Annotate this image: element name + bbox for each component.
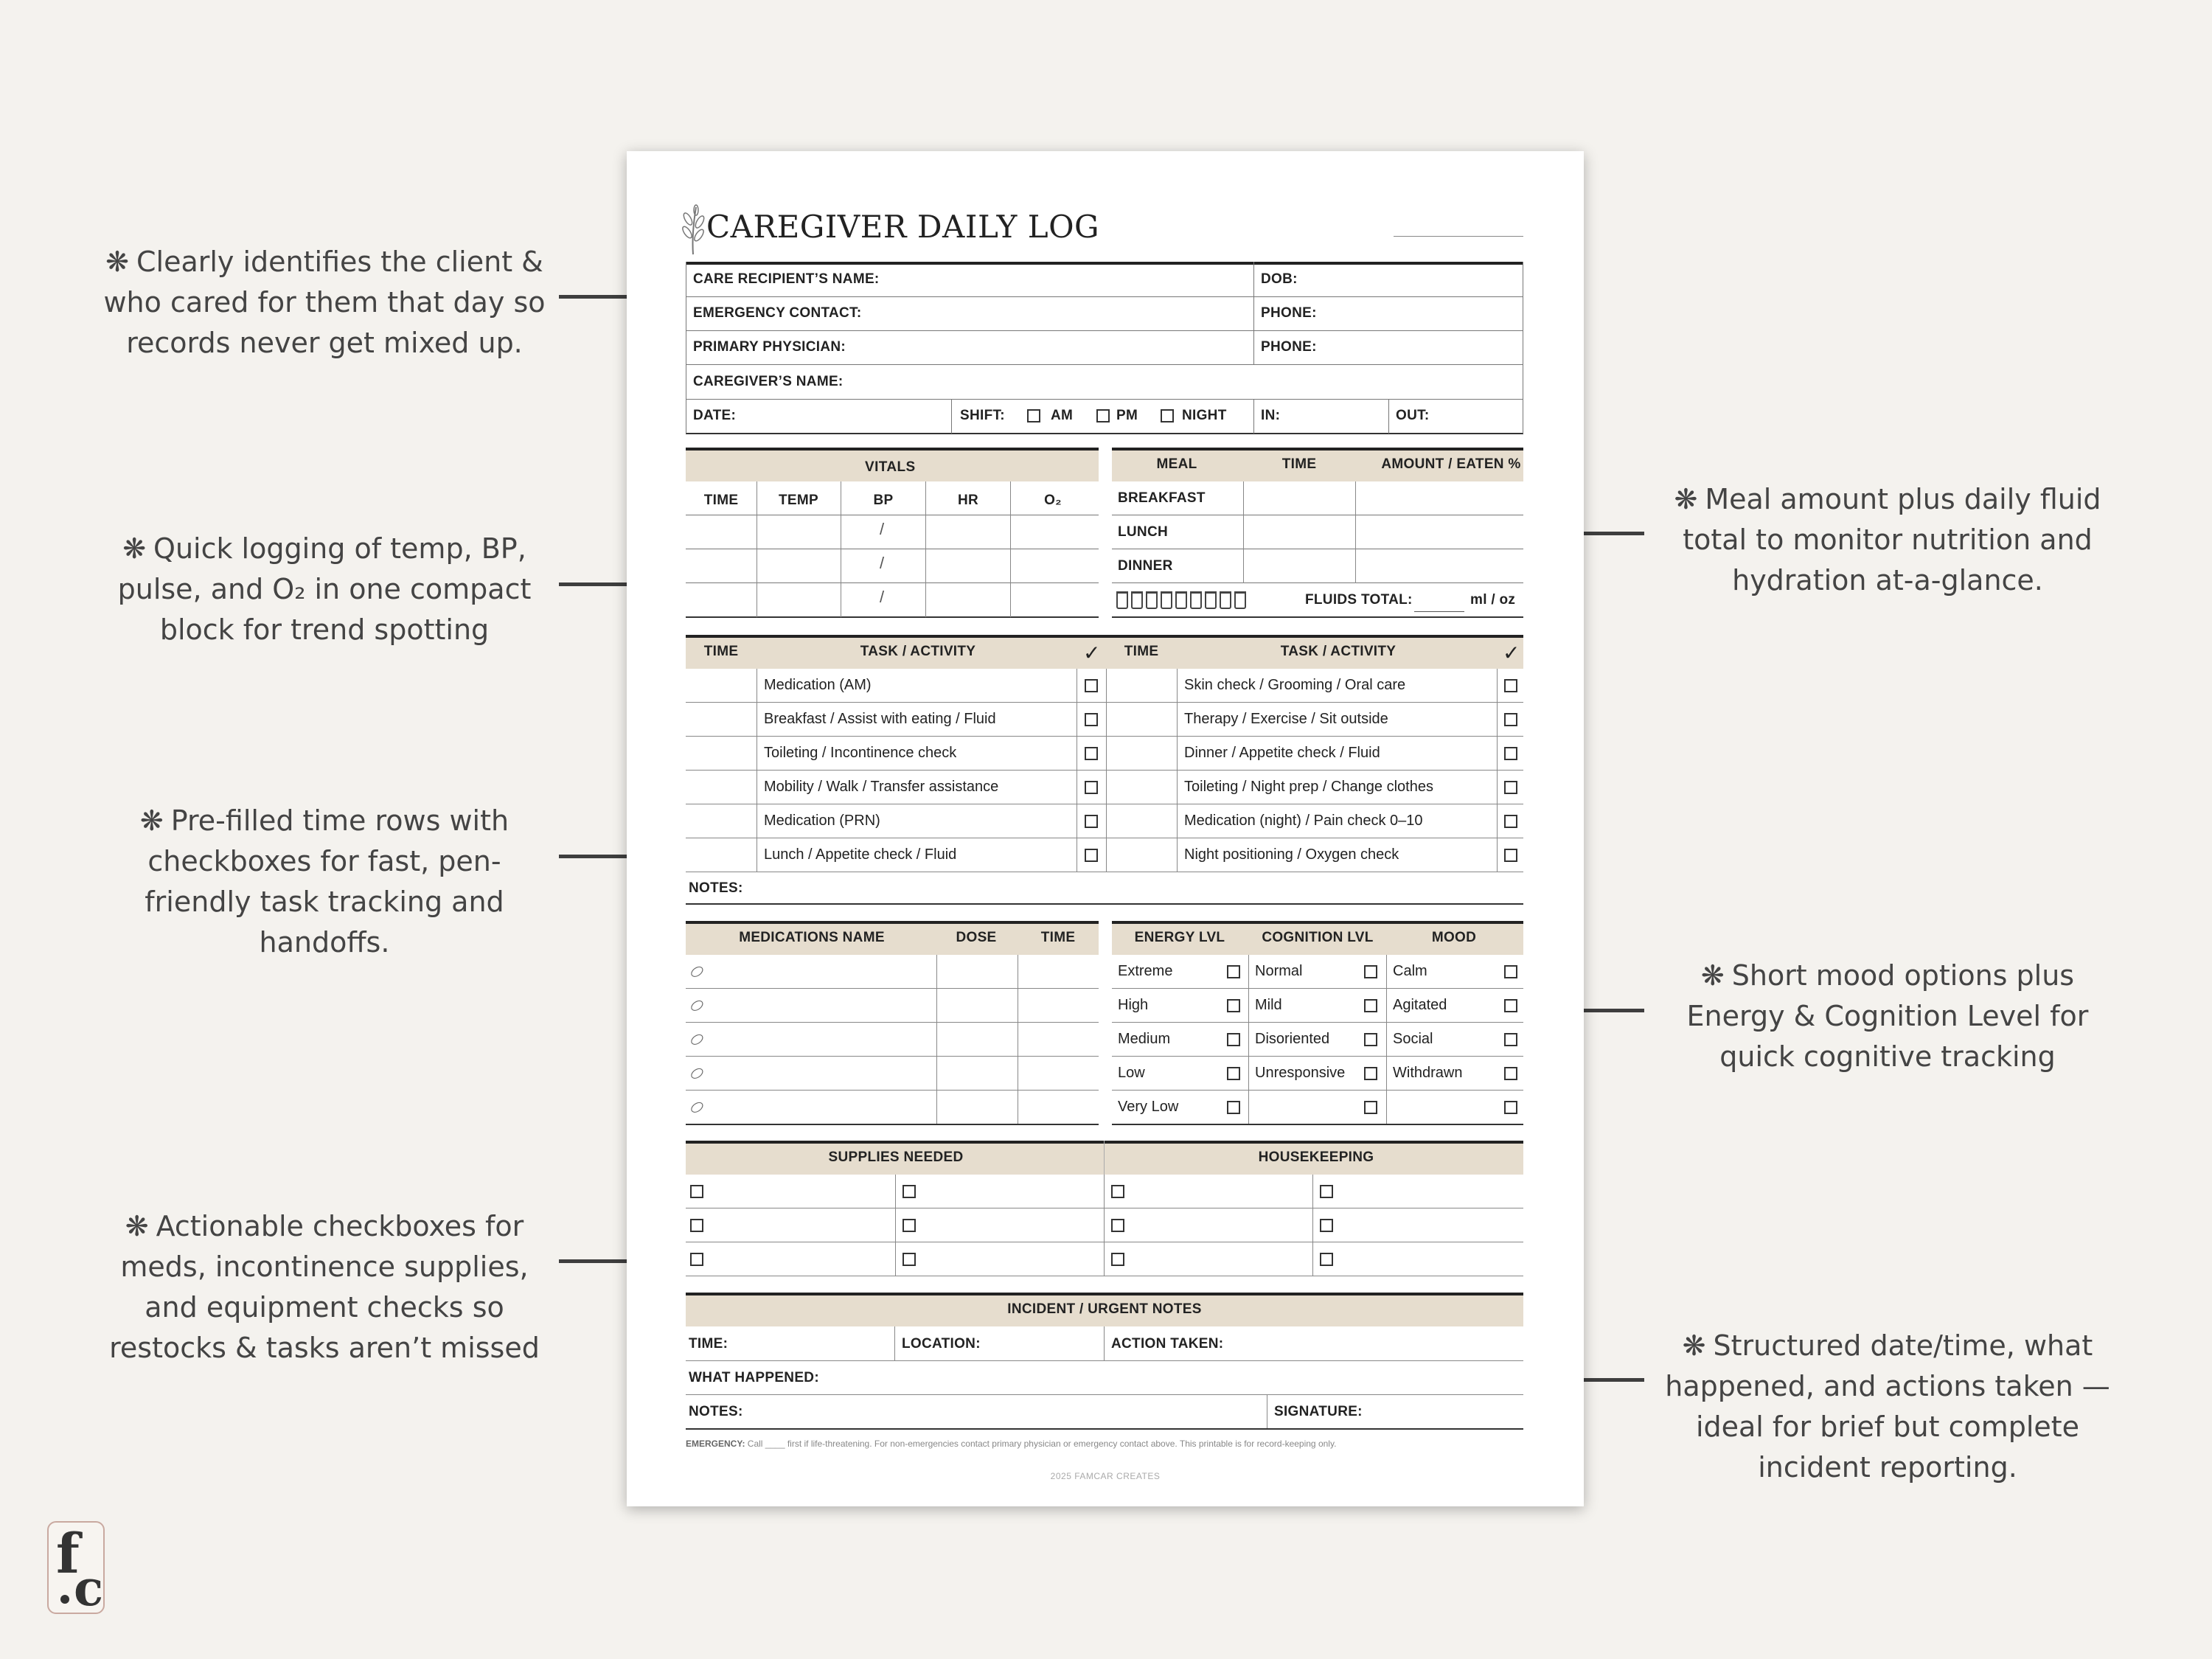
leaf-sprig-icon [678, 204, 708, 256]
task-checkbox[interactable] [1085, 713, 1098, 726]
energy-checkbox[interactable] [1227, 1067, 1240, 1080]
task-checkbox[interactable] [1504, 747, 1517, 760]
log-title: CAREGIVER DAILY LOG [706, 209, 1100, 245]
label-emergency-contact: EMERGENCY CONTACT: [693, 305, 862, 321]
mood-checkbox[interactable] [1504, 1101, 1517, 1114]
pill-icon: ⬭ [686, 1095, 708, 1119]
task-left-5: Medication (PRN) [764, 813, 880, 829]
task-right-4: Toileting / Night prep / Change clothes [1184, 779, 1433, 795]
supply-checkbox[interactable] [902, 1185, 916, 1198]
logo-letter-c: c [74, 1559, 104, 1617]
label-pm: PM [1116, 408, 1138, 423]
brand-logo [47, 1521, 105, 1617]
callout-mood: ❋ Short mood options plus Energy & Cognition Level for quick cognitive tracking [1686, 959, 2089, 1073]
housekeeping-checkbox[interactable] [1111, 1219, 1124, 1232]
task-checkbox[interactable] [1504, 815, 1517, 828]
task-right-1: Skin check / Grooming / Oral care [1184, 677, 1406, 693]
task-checkbox[interactable] [1504, 781, 1517, 794]
shift-pm-checkbox[interactable] [1096, 409, 1110, 422]
energy-checkbox[interactable] [1227, 1101, 1240, 1114]
meds-col-time: TIME [1040, 930, 1076, 945]
water-cup-icon[interactable] [1116, 591, 1128, 609]
water-cup-icon[interactable] [1190, 591, 1202, 609]
meals-col-meal: MEAL [1156, 456, 1197, 472]
cognition-disoriented: Disoriented [1255, 1031, 1330, 1047]
supply-checkbox[interactable] [902, 1253, 916, 1266]
cognition-checkbox[interactable] [1364, 965, 1377, 978]
mood-withdrawn: Withdrawn [1393, 1065, 1463, 1081]
tasks-notes-label: NOTES: [689, 880, 743, 896]
fluids-unit: ml / oz [1470, 592, 1516, 608]
cognition-mild: Mild [1255, 997, 1282, 1013]
mood-calm: Calm [1393, 963, 1427, 979]
task-checkbox[interactable] [1085, 849, 1098, 862]
incident-action-label: ACTION TAKEN: [1111, 1336, 1224, 1352]
label-caregiver-name: CAREGIVER’S NAME: [693, 374, 844, 389]
cognition-checkbox[interactable] [1364, 999, 1377, 1012]
mood-checkbox[interactable] [1504, 965, 1517, 978]
mood-checkbox[interactable] [1504, 1067, 1517, 1080]
incident-signature-label: SIGNATURE: [1274, 1404, 1363, 1419]
tasks-col-time-right: TIME [1124, 644, 1159, 659]
label-am: AM [1051, 408, 1074, 423]
supplies-title: SUPPLIES NEEDED [828, 1150, 964, 1165]
fluids-total-field[interactable] [1414, 611, 1464, 612]
emergency-label: EMERGENCY: [686, 1439, 745, 1449]
task-checkbox[interactable] [1085, 747, 1098, 760]
pill-icon: ⬭ [686, 959, 708, 984]
mood-checkbox[interactable] [1504, 999, 1517, 1012]
housekeeping-checkbox[interactable] [1320, 1219, 1333, 1232]
energy-medium: Medium [1118, 1031, 1171, 1047]
meds-col-name: MEDICATIONS NAME [739, 930, 885, 945]
status-col-energy: ENERGY LVL [1134, 930, 1225, 945]
meal-breakfast: BREAKFAST [1118, 490, 1206, 506]
callout-meals: ❋ Meal amount plus daily fluid total to monitor nutrition and hydration at-a-glance. [1674, 483, 2101, 597]
daily-log-sheet [627, 151, 1584, 1506]
vitals-col-hr: HR [957, 493, 979, 508]
energy-checkbox[interactable] [1227, 965, 1240, 978]
water-cup-icon[interactable] [1234, 591, 1246, 609]
task-right-2: Therapy / Exercise / Sit outside [1184, 711, 1388, 727]
tasks-col-time-left: TIME [703, 644, 739, 659]
bp-slash: / [880, 588, 885, 606]
task-checkbox[interactable] [1085, 815, 1098, 828]
water-cup-icon[interactable] [1161, 591, 1172, 609]
task-checkbox[interactable] [1504, 679, 1517, 692]
supply-checkbox[interactable] [690, 1185, 703, 1198]
label-physician: PRIMARY PHYSICIAN: [693, 339, 846, 355]
cognition-checkbox[interactable] [1364, 1101, 1377, 1114]
water-cup-icon[interactable] [1146, 591, 1158, 609]
label-shift: SHIFT: [960, 408, 1005, 423]
vitals-col-time: TIME [703, 493, 739, 508]
bp-slash: / [880, 554, 885, 572]
label-recipient-name: CARE RECIPIENT’S NAME: [693, 271, 880, 287]
water-cup-icon[interactable] [1205, 591, 1217, 609]
water-cup-icon[interactable] [1175, 591, 1187, 609]
vitals-col-bp: BP [873, 493, 894, 508]
cognition-normal: Normal [1255, 963, 1303, 979]
incident-notes-label: NOTES: [689, 1404, 743, 1419]
housekeeping-checkbox[interactable] [1111, 1253, 1124, 1266]
mood-agitated: Agitated [1393, 997, 1447, 1013]
vitals-col-temp: TEMP [779, 493, 818, 508]
tasks-col-task-right: TASK / ACTIVITY [1280, 644, 1397, 659]
status-col-mood: MOOD [1431, 930, 1477, 945]
cognition-unresponsive: Unresponsive [1255, 1065, 1346, 1081]
vitals-col-o2: O₂ [1044, 493, 1062, 508]
task-left-2: Breakfast / Assist with eating / Fluid [764, 711, 996, 727]
label-date: DATE: [693, 408, 737, 423]
check-header-icon: ✓ [1503, 641, 1520, 664]
task-left-6: Lunch / Appetite check / Fluid [764, 846, 957, 863]
housekeeping-checkbox[interactable] [1320, 1185, 1333, 1198]
emergency-text: Call ____ first if life-threatening. For non-emergencies contact primary physician or emergency contact above. This printable is for record-keeping only. [747, 1439, 1337, 1449]
fluids-total-label: FLUIDS TOTAL: [1305, 592, 1413, 608]
housekeeping-title: HOUSEKEEPING [1258, 1150, 1374, 1165]
check-header-icon: ✓ [1083, 641, 1101, 664]
task-left-3: Toileting / Incontinence check [764, 745, 957, 761]
status-col-cognition: COGNITION LVL [1262, 930, 1374, 945]
mood-social: Social [1393, 1031, 1433, 1047]
shift-night-checkbox[interactable] [1161, 409, 1174, 422]
tasks-col-task-left: TASK / ACTIVITY [860, 644, 976, 659]
pill-icon: ⬭ [686, 1061, 708, 1085]
task-left-4: Mobility / Walk / Transfer assistance [764, 779, 999, 795]
incident-location-label: LOCATION: [902, 1336, 981, 1352]
mood-checkbox[interactable] [1504, 1033, 1517, 1046]
task-checkbox[interactable] [1504, 713, 1517, 726]
incident-title: INCIDENT / URGENT NOTES [1007, 1301, 1202, 1317]
energy-checkbox[interactable] [1227, 1033, 1240, 1046]
cognition-checkbox[interactable] [1364, 1033, 1377, 1046]
pill-icon: ⬭ [686, 993, 708, 1018]
bp-slash: / [880, 520, 885, 538]
task-checkbox[interactable] [1504, 849, 1517, 862]
label-night: NIGHT [1182, 408, 1227, 423]
callout-tasks: ❋ Pre-filled time rows with checkboxes for fast, pen-friendly task tracking and handoffs. [139, 804, 509, 959]
incident-time-label: TIME: [689, 1336, 728, 1352]
cognition-checkbox[interactable] [1364, 1067, 1377, 1080]
energy-high: High [1118, 997, 1149, 1013]
meals-col-amount: AMOUNT / EATEN % [1381, 456, 1521, 472]
meals-col-time: TIME [1281, 456, 1317, 472]
shift-am-checkbox[interactable] [1027, 409, 1040, 422]
supply-checkbox[interactable] [902, 1219, 916, 1232]
emergency-footnote [686, 1439, 1336, 1449]
supply-checkbox[interactable] [690, 1219, 703, 1232]
water-cup-icon[interactable] [1131, 591, 1143, 609]
task-checkbox[interactable] [1085, 679, 1098, 692]
energy-checkbox[interactable] [1227, 999, 1240, 1012]
callout-client: ❋ Clearly identifies the client & who cared for them that day so records never get mixed up. [103, 246, 546, 359]
label-phone-1: PHONE: [1261, 305, 1317, 321]
task-right-5: Medication (night) / Pain check 0–10 [1184, 813, 1423, 829]
task-right-3: Dinner / Appetite check / Fluid [1184, 745, 1380, 761]
housekeeping-checkbox[interactable] [1320, 1253, 1333, 1266]
label-out: OUT: [1396, 408, 1430, 423]
callout-supplies: ❋ Actionable checkboxes for meds, incontinence supplies, and equipment checks so restocks & tasks aren’t missed [109, 1210, 540, 1364]
callout-vitals: ❋ Quick logging of temp, BP, pulse, and O₂ in one compact block for trend spotting [117, 532, 532, 646]
logo-letter-f: f [56, 1523, 80, 1586]
label-dob: DOB: [1261, 271, 1298, 287]
water-cup-icon[interactable] [1220, 591, 1231, 609]
label-in: IN: [1261, 408, 1281, 423]
vitals-title: VITALS [865, 459, 916, 475]
footer-credit: 2025 FAMCAR CREATES [1050, 1471, 1161, 1481]
energy-extreme: Extreme [1118, 963, 1173, 979]
housekeeping-checkbox[interactable] [1111, 1185, 1124, 1198]
energy-very-low: Very Low [1118, 1099, 1179, 1115]
title-date-line [1394, 236, 1523, 237]
meal-dinner: DINNER [1118, 558, 1173, 574]
task-checkbox[interactable] [1085, 781, 1098, 794]
pill-icon: ⬭ [686, 1027, 708, 1051]
task-right-6: Night positioning / Oxygen check [1184, 846, 1399, 863]
label-phone-2: PHONE: [1261, 339, 1317, 355]
meds-col-dose: DOSE [956, 930, 997, 945]
incident-what-label: WHAT HAPPENED: [689, 1370, 819, 1385]
meal-lunch: LUNCH [1118, 524, 1168, 540]
logo-dot [60, 1595, 69, 1604]
callout-incident: ❋ Structured date/time, what happened, and actions taken — ideal for brief but complete incident reporting. [1665, 1329, 2110, 1484]
supply-checkbox[interactable] [690, 1253, 703, 1266]
energy-low: Low [1118, 1065, 1145, 1081]
task-left-1: Medication (AM) [764, 677, 872, 693]
